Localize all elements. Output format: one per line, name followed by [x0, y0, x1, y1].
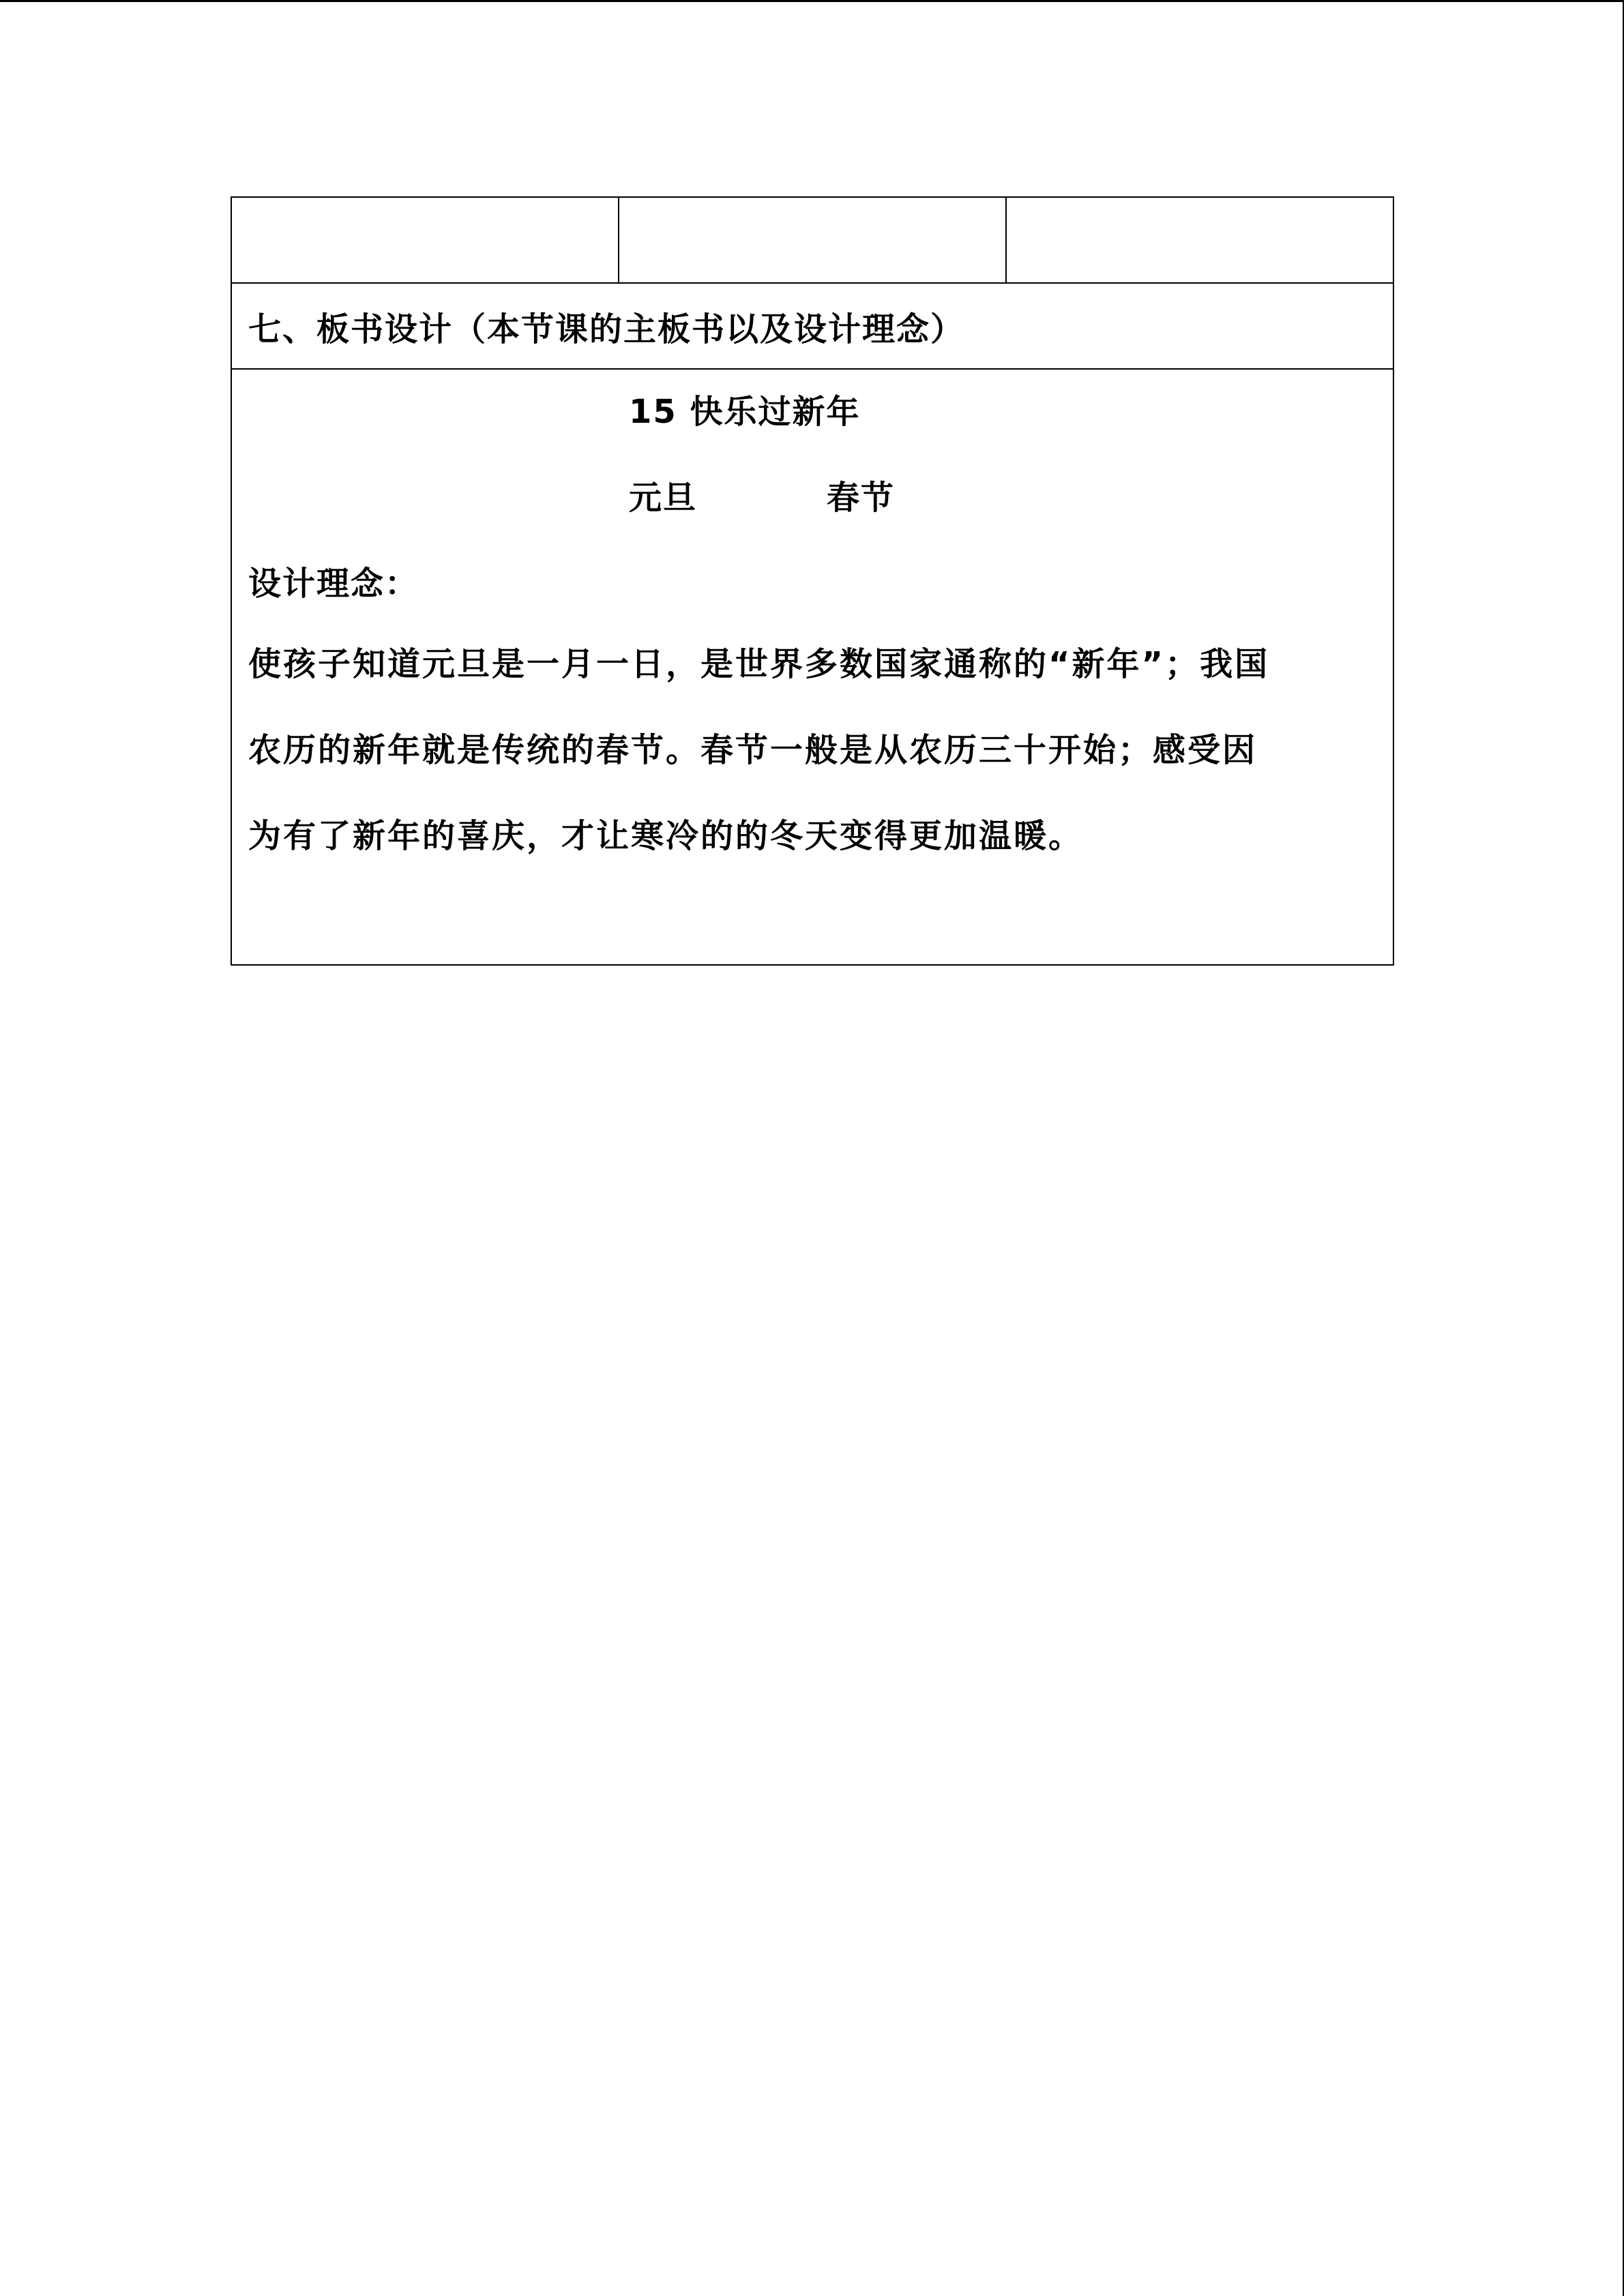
rationale-line: 使孩子知道元旦是一月一日，是世界多数国家通称的“新年”；我国 [248, 645, 1270, 683]
page-top-border [0, 0, 1624, 2]
board-items [629, 476, 895, 520]
lesson-plan-table [231, 196, 1394, 966]
table-cell-empty-3 [1007, 198, 1393, 282]
table-row-empty [232, 198, 1393, 284]
rationale-paragraph [248, 621, 1381, 879]
rationale-line: 农历的新年就是传统的春节。春节一般是从农历三十开始；感受因 [248, 731, 1258, 769]
section-heading: 七、板书设计（本节课的主板书以及设计理念） [232, 284, 1393, 370]
board-title: 15 快乐过新年 [629, 393, 861, 431]
rationale-label: 设计理念： [248, 565, 419, 603]
rationale-line: 为有了新年的喜庆，才让寒冷的的冬天变得更加温暖。 [248, 817, 1084, 855]
board-item-new-year-day: 元旦 [629, 479, 698, 517]
board-item-spring-festival: 春节 [827, 479, 896, 517]
table-cell-empty-1 [232, 198, 619, 282]
table-cell-empty-2 [619, 198, 1007, 282]
board-design-content [232, 370, 1393, 964]
